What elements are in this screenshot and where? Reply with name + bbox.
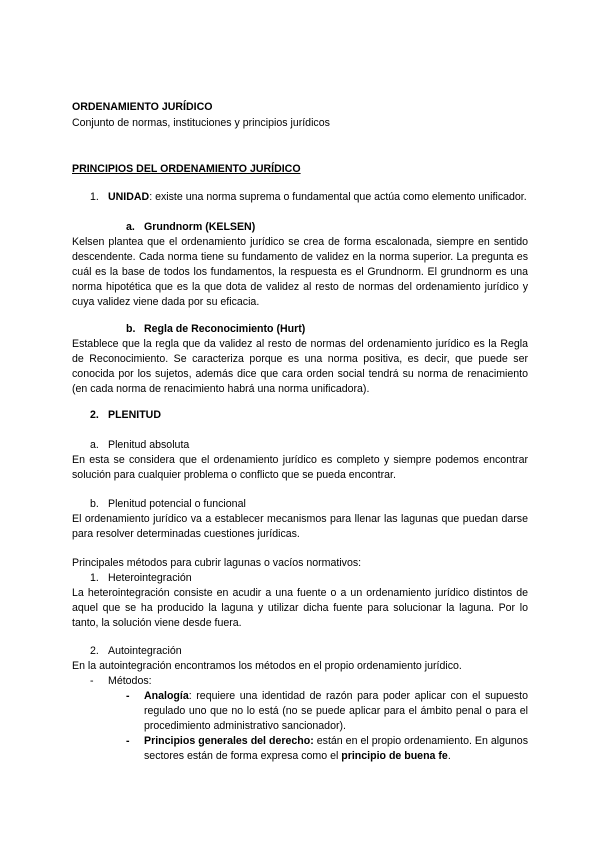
grundnorm-heading: Grundnorm (KELSEN) bbox=[144, 221, 256, 233]
dash-bullet: - bbox=[126, 735, 130, 747]
hetero-paragraph: La heterointegración consiste en acudir a una fuente o a un ordenamiento jurídico distintos de aquel que se ha producido la laguna y utilizar dicha fuente para solucionar la laguna. Por lo tanto, la solución viene desde fuera. bbox=[72, 587, 528, 629]
plenitud-heading: PLENITUD bbox=[108, 409, 161, 421]
analogia-text: : requiere una identidad de razón para poder aplicar con el supuesto regulado uno que no lo está (no se puede aplicar para el ámbito penal o para el procedimiento administrativo sancionador). bbox=[144, 690, 528, 732]
buena-fe-term: principio de buena fe bbox=[341, 750, 448, 762]
analogia-item bbox=[144, 689, 528, 734]
absoluta-paragraph: En esta se considera que el ordenamiento jurídico es completo y siempre podemos encontrar solución para cualquier problema o conflicto que se pueda encontrar. bbox=[72, 454, 528, 481]
potencial-heading: Plenitud potencial o funcional bbox=[108, 498, 246, 510]
potencial-paragraph: El ordenamiento jurídico va a establecer mecanismos para llenar las lagunas que puedan darse para resolver determinadas cuestiones jurídicas. bbox=[72, 513, 528, 540]
reconocimiento-paragraph: Establece que la regla que da validez al resto de normas del ordenamiento jurídico es la Regla de Reconocimiento. Se caracteriza porque es una norma positiva, es decir, que puede ser conocida por los sujetos, además dice que cara orden social tendrá su norma de renacimiento (en cada norma de renacimiento habrá una norma unificadora). bbox=[72, 338, 528, 395]
sub-letter: b. bbox=[90, 498, 99, 510]
metodos-label: Métodos: bbox=[108, 675, 152, 687]
dash-bullet: - bbox=[126, 690, 130, 702]
list-number: 1. bbox=[90, 572, 99, 584]
list-number: 2. bbox=[90, 645, 99, 657]
unidad-item bbox=[108, 190, 528, 205]
hetero-heading: Heterointegración bbox=[108, 572, 192, 584]
sub-letter: b. bbox=[126, 323, 136, 335]
analogia-term: Analogía bbox=[144, 690, 189, 702]
section-heading: PRINCIPIOS DEL ORDENAMIENTO JURÍDICO bbox=[72, 163, 301, 175]
metodos-intro: Principales métodos para cubrir lagunas o vacíos normativos: bbox=[72, 557, 362, 569]
list-number: 1. bbox=[90, 191, 99, 203]
principios-text: están en el propio ordenamiento. En algunos sectores están de forma expresa como el bbox=[144, 735, 528, 762]
document-subtitle: Conjunto de normas, instituciones y principios jurídicos bbox=[72, 117, 330, 129]
auto-paragraph: En la autointegración encontramos los métodos en el propio ordenamiento jurídico. bbox=[72, 660, 462, 672]
principios-tail: . bbox=[447, 750, 451, 762]
unidad-text: : existe una norma suprema o fundamental que actúa como elemento unificador. bbox=[149, 191, 527, 203]
sub-letter: a. bbox=[126, 221, 135, 233]
auto-heading: Autointegración bbox=[108, 645, 182, 657]
principios-item bbox=[144, 734, 528, 764]
dash-bullet: - bbox=[90, 675, 94, 687]
unidad-term: UNIDAD bbox=[108, 191, 150, 203]
grundnorm-paragraph: Kelsen plantea que el ordenamiento jurídico se crea de forma escalonada, siempre en sentido descendente. Cada norma tiene su fundamento de validez en la norma superior. La pregunta es cuál es la base de todos los fundamentos, la respuesta es el Grundnorm. El grundnorm es una norma hipotética que es la que dota de validez al resto de normas del ordenamiento jurídico y cuya validez viene dada por su eficacia. bbox=[72, 236, 528, 308]
sub-letter: a. bbox=[90, 439, 99, 451]
document-title: ORDENAMIENTO JURÍDICO bbox=[72, 101, 213, 113]
list-number: 2. bbox=[90, 409, 99, 421]
reconocimiento-heading: Regla de Reconocimiento (Hurt) bbox=[144, 323, 306, 335]
principios-term: Principios generales del derecho: bbox=[144, 735, 314, 747]
absoluta-heading: Plenitud absoluta bbox=[108, 439, 190, 451]
